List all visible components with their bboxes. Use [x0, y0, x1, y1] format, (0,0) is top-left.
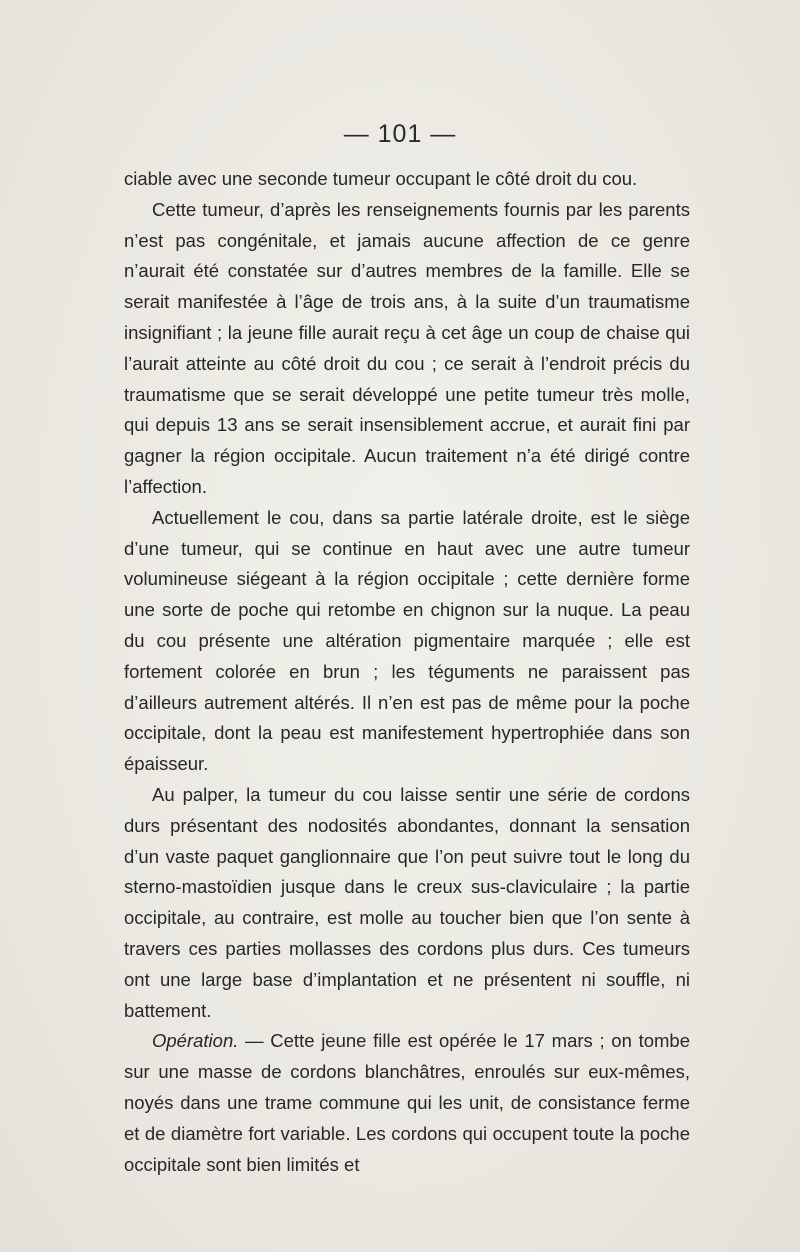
page-number: — 101 — [343, 120, 457, 148]
operation-label: Opération. [152, 1030, 239, 1052]
paragraph-4: Au palper, la tumeur du cou laisse sentir une série de cordons durs présentant des nodosités abondantes, donnant la sensation d’un vaste paquet ganglionnaire que l’on peut suivre tout le long du sterno-mastoïdien jusque dans le creux sus-claviculaire ; la partie occipitale, au contraire, est molle au toucher bien que l’on sente à travers ces parties mollasses des cordons plus durs. Ces tumeurs ont une large base d’implantation et ne présentent ni souffle, ni battement. [124, 783, 690, 1021]
paragraph-3: Actuellement le cou, dans sa partie latérale droite, est le siège d’une tumeur, qui se continue en haut avec une autre tumeur volumineuse siégeant à la région occipitale ; cette dernière forme une sorte de poche qui retombe en chignon sur la nuque. La peau du cou présente une altération pigmentaire marquée ; elle est fortement colorée en brun ; les téguments ne paraissent pas d’ailleurs autrement altérés. Il n’en est pas de même pour la poche occipitale, dont la peau est manifestement hypertrophiée dans son épaisseur. [124, 506, 690, 775]
paragraph-5-text: — Cette jeune fille est opérée le 17 mars ; on tombe sur une masse de cordons blanchâtres, enroulés sur eux-mêmes, noyés dans une trame commune qui les unit, de consistance ferme et de diamètre fort variable. Les cordons qui occupent toute la poche occipitale sont bien limités et [124, 1030, 690, 1175]
paragraph-5 [124, 1026, 690, 1180]
paragraph-2: Cette tumeur, d’après les renseignements fournis par les parents n’est pas congénitale, et jamais aucune affection de ce genre n’aurait été constatée sur d’autres membres de la famille. Elle se serait manifestée à l’âge de trois ans, à la suite d’un traumatisme insignifiant ; la jeune fille aurait reçu à cet âge un coup de chaise qui l’aurait atteinte au côté droit du cou ; ce serait à l’endroit précis du traumatisme que se serait développé une petite tumeur très molle, qui depuis 13 ans se serait insensiblement accrue, et aurait fini par gagner la région occipitale. Aucun traitement n’a été dirigé contre l’affection. [124, 198, 690, 497]
paragraph-1: ciable avec une seconde tumeur occupant le côté droit du cou. [124, 168, 638, 189]
body-text [124, 164, 690, 1180]
